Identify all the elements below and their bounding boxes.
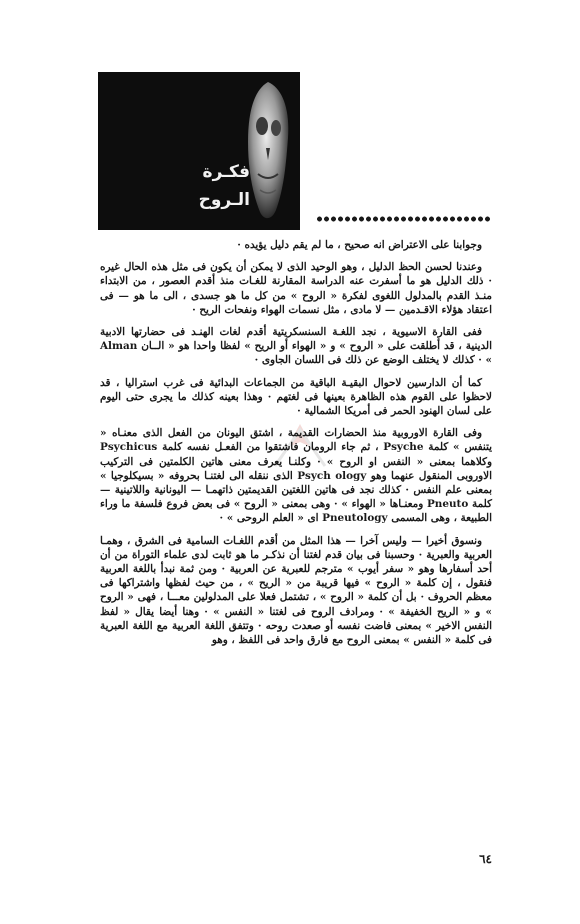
paragraph: وفى القارة الاوروبية منذ الحضارات القديمة ، اشتق اليونان من الفعل الذى معنـاه « يتنفس » كلمة Psyche ، ثم جاء الرومان فاشتقوا من الفعـل نفسه كلمة Psychicus وكلاهما بمعنى « النفس او الروح » · وكلنـا يعرف معنى هاتين الكلمتين فى التركيب الاوروبى المنقول عنهما وهو Psych ology الذى ننقله الى لغتنـا بحروفه « بسيكلوجيا » بمعنى علم النفس · كذلك نجد فى هاتين اللغتين القديمتين ذاتهمـا — اليونانية واللاتينية — كلمة Pneuto ومعنـاها « الهواء » · وهى بمعنى « الروح » فى بعض فروع فلسفة ما وراء الطبيعة ، وهى المسمى Pneutology اى « العلم الروحى » · <box>100 427 493 525</box>
article-body <box>100 238 492 653</box>
paragraph: ونسوق أخيرا — وليس آخرا — هذا المثل من أقدم اللغـات السامية فى الشرق ، وهمـا العربية والعبرية · وحسبنا فى بيان قدم لغتنا أن نذكـر ما هو ثابت لدى علماء التوراة من أن أحد أسفارها وهو « سفر أيوب » مترجم للعبرية عن العربية · ومن ثمة نبدأ باللغة العربية فنقول ، إن كلمة « الروح » فيها قريبة من « الريح » ، من حيث لفظها واشتراكها فى معظم الحروف · بل أن كلمة « الروح » ، تشتمل فعلا على المدلولين معـــا ، فهى « الروح » و « الريح الخفيفة » · ومرادف الروح فى لغتنا « النفس » · وهنا أيضا يقال « لفظ النفس الاخير » بمعنى فاضت نفسه أو صعدت روحه · وتتفق اللغة العربية مع اللغة العبرية فى كلمة « النفس » بمعنى الروح مع فارق واحد فى اللفظ ، وهو <box>100 534 492 647</box>
chapter-header-box <box>98 72 300 230</box>
dotted-separator <box>316 214 490 224</box>
chapter-title-line-2: الـروح <box>198 190 250 210</box>
page-number: ٦٤ <box>479 852 492 866</box>
chapter-title-line-1: فكـرة <box>202 162 250 182</box>
paragraph: ففى القارة الاسيوية ، نجد اللغـة السنسكريتية أقدم لغات الهنـد فى حضارتها الادبية الدينية ، قد أطلقت على « الروح » و « الهواء أو الريح » لفظا واحدا هو « الــان Alman » · كذلك لا يختلف الوضع عن ذلك فى اللسان الجاوى · <box>100 326 492 367</box>
paragraph: وجوابنا على الاعتراض انه صحيح ، ما لم يقم دليل يؤيده · <box>237 239 482 251</box>
paragraph: وعندنا لحسن الحظ الدليل ، وهو الوحيد الذى لا يمكن أن يكون فى مثل هذه الحال غيره · ذلك الدليل هو ما أسفرت عنه الدراسة المقارنة للغـات منذ أقدم العصور ، من الابتداء منـذ القدم بالمدلول اللغوى لفكرة « الروح » من كل ما هو جسدى ، الى ما هو — فى اعتقاد هؤلاء الاقـدمين — لا مادى ، مثل نسمات الهواء ونفحات الريح · <box>100 261 492 316</box>
paragraph: كما أن الدارسين لاحوال البقيـة الباقية من الجماعات البدائية فى غرب استراليا ، قد لاحظوا على القوم هذه الظاهرة بعينها فى لغتهم · وهذا بعينه كذلك ما يجرى حتى اليوم على لسان الهنود الحمر فى أمريكا الشمالية · <box>100 376 492 418</box>
